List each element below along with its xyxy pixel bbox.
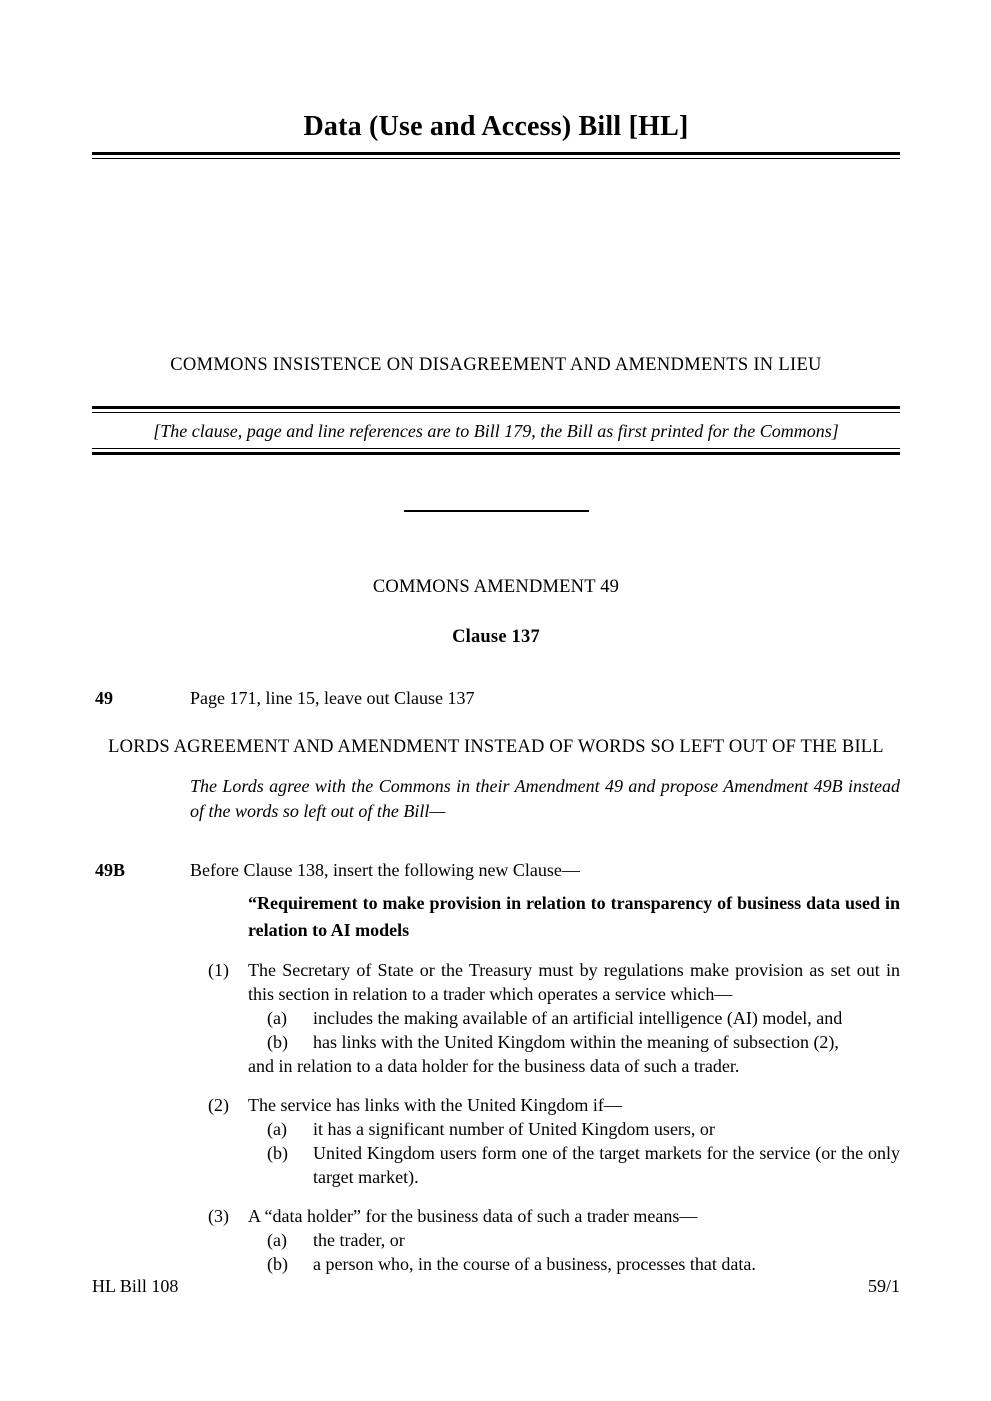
- amendment-49: [92, 686, 900, 710]
- paragraph-letter: (b): [267, 1254, 288, 1274]
- subsection-3-number: (3): [208, 1206, 229, 1226]
- page-title: Data (Use and Access) Bill [HL]: [303, 111, 689, 142]
- subsection-3-para-b: [267, 1252, 900, 1276]
- paragraph-letter: (b): [267, 1143, 288, 1163]
- amendment-49-instruction: Page 171, line 15, leave out Clause 137: [190, 688, 475, 708]
- reference-note-top-rule: [92, 406, 900, 413]
- subsection-1: [208, 958, 900, 1078]
- paragraph-letter: (a): [267, 1230, 287, 1250]
- footer-bill-number: HL Bill 108: [92, 1276, 179, 1296]
- subsection-3-para-a: [267, 1228, 900, 1252]
- amendment-group-heading: COMMONS AMENDMENT 49: [372, 577, 620, 597]
- clause-number-heading: Clause 137: [452, 627, 540, 647]
- subsection-2: [208, 1093, 900, 1189]
- reference-note-text: [The clause, page and line references are to Bill 179, the Bill as first printed for the Commons]: [153, 421, 839, 441]
- reference-note-box: [92, 406, 900, 455]
- reference-note-bottom-rule: [92, 448, 900, 455]
- paragraph-letter: (a): [267, 1008, 287, 1028]
- subsection-3: [208, 1204, 900, 1276]
- subsection-1-number: (1): [208, 960, 229, 980]
- new-clause-title: “Requirement to make provision in relation to transparency of business data used in relation to AI models: [248, 893, 900, 940]
- paragraph-text: the trader, or: [313, 1230, 405, 1250]
- subsection-1-closing: and in relation to a data holder for the business data of such a trader.: [248, 1056, 740, 1076]
- paragraph-text: a person who, in the course of a business, processes that data.: [313, 1254, 756, 1274]
- paragraph-letter: (a): [267, 1119, 287, 1139]
- title-double-rule: [92, 152, 900, 159]
- page-footer: [92, 1274, 900, 1298]
- subsection-2-para-a: [267, 1117, 900, 1141]
- amendment-49b-instruction: Before Clause 138, insert the following new Clause—: [190, 860, 580, 880]
- paragraph-text: has links with the United Kingdom within the meaning of subsection (2),: [313, 1032, 839, 1052]
- subsection-2-para-b: [267, 1141, 900, 1189]
- paragraph-text: it has a significant number of United Kingdom users, or: [313, 1119, 715, 1139]
- subsection-2-text: The service has links with the United Kingdom if—: [248, 1095, 622, 1115]
- subsection-2-number: (2): [208, 1095, 229, 1115]
- subsection-1-text: The Secretary of State or the Treasury must by regulations make provision as set out in this section in relation to a trader which operates a service which—: [248, 960, 900, 1004]
- commons-insistence-heading: COMMONS INSISTENCE ON DISAGREEMENT AND AMENDMENTS IN LIEU: [170, 355, 822, 375]
- paragraph-text: includes the making available of an artificial intelligence (AI) model, and: [313, 1008, 843, 1028]
- subsection-1-para-b: [267, 1030, 900, 1054]
- separator-rule: [404, 510, 589, 512]
- footer-page-ref: 59/1: [867, 1276, 900, 1296]
- amendment-49b: [92, 858, 900, 882]
- lords-agreement-note: The Lords agree with the Commons in their Amendment 49 and propose Amendment 49B instead of the words so left out of the Bill—: [190, 776, 900, 821]
- lords-agreement-heading: LORDS AGREEMENT AND AMENDMENT INSTEAD OF WORDS SO LEFT OUT OF THE BILL: [108, 737, 884, 757]
- paragraph-text: United Kingdom users form one of the target markets for the service (or the only target market).: [313, 1143, 900, 1187]
- amendment-49-number: 49: [95, 688, 113, 708]
- amendment-49b-number: 49B: [95, 860, 126, 880]
- subsection-3-text: A “data holder” for the business data of such a trader means—: [248, 1206, 698, 1226]
- paragraph-letter: (b): [267, 1032, 288, 1052]
- subsection-1-para-a: [267, 1006, 900, 1030]
